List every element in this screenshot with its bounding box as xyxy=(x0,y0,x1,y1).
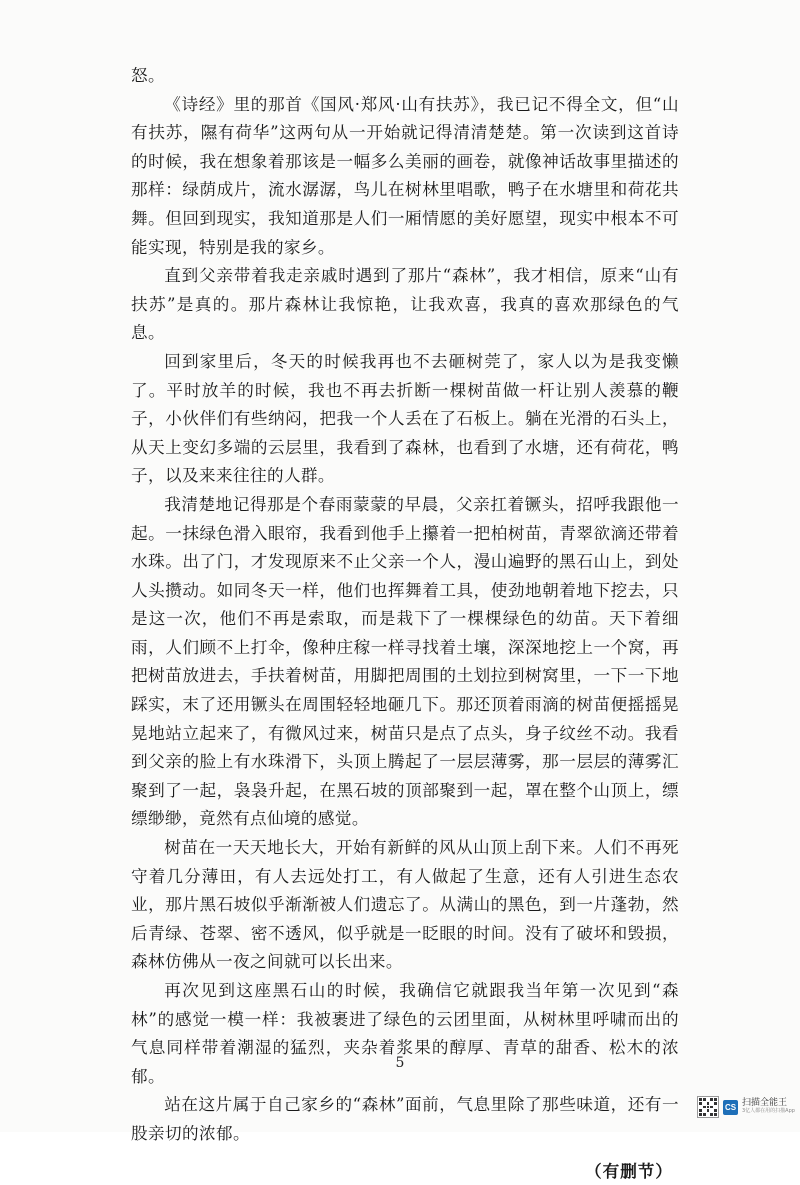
article-body xyxy=(131,62,679,1185)
paragraph-closing: 站在这片属于自己家乡的“森林”面前，气息里除了那些味道，还有一股亲切的浓郁。 xyxy=(131,1095,679,1143)
paragraph-planting: 我清楚地记得那是个春雨蒙蒙的早晨，父亲扛着镢头，招呼我跟他一起。一抹绿色滑入眼帘，我看到他手上攥着一把柏树苗，青翠欲滴还带着水珠。出了门，才发现原来不止父亲一个人，漫山遍野的黑石山上，到处人头攒动。如同冬天一样，他们也挥舞着工具，使劲地朝着地下挖去，只是这一次，他们不再是索取，而是栽下了一棵棵绿色的幼苗。天下着细雨，人们顾不上打伞，像种庄稼一样寻找着土壤，深深地挖上一个窝，再把树苗放进去，手扶着树苗，用脚把周围的土划拉到树窝里，一下一下地踩实，末了还用镢头在周围轻轻地砸几下。那还顶着雨滴的树苗便摇摇晃晃地站立起来了，有微风过来，树苗只是点了点头，身子纹丝不动。我看到父亲的脸上有水珠滑下，头顶上腾起了一层层薄雾，那一层层的薄雾汇聚到了一起，袅袅升起，在黑石坡的顶部聚到一起，罩在整个山顶上，缥缥缈缈，竟然有点仙境的感觉。 xyxy=(131,494,679,829)
paragraph-forest-visit: 直到父亲带着我走亲戚时遇到了那片“森林”，我才相信，原来“山有扶苏”是真的。那片森林让我惊艳，让我欢喜，我真的喜欢那绿色的气息。 xyxy=(131,266,679,343)
page-number: 5 xyxy=(395,1055,405,1071)
scanner-app-name: 扫描全能王 xyxy=(742,1098,788,1109)
scanner-watermark xyxy=(697,1087,797,1127)
paragraph-growing: 树苗在一天天地长大，开始有新鲜的风从山顶上刮下来。人们不再死守着几分薄田，有人去远处打工，有人做起了生意，还有人引进生态农业，那片黑石坡似乎渐渐被人们遗忘了。从满山的黑色，到一片蓬勃，然后青绿、苍翠、密不透风，似乎就是一眨眼的时间。没有了破坏和毁损，森林仿佛从一夜之间就可以长出来。 xyxy=(131,838,679,972)
paragraph-fragment: 怒。 xyxy=(131,66,165,85)
scanner-app-slogan: 3亿人都在用的扫描App xyxy=(742,1108,795,1115)
paragraph-revisit: 再次见到这座黑石山的时候，我确信它就跟我当年第一次见到“森林”的感觉一模一样：我被裹进了绿色的云团里面，从树林里呼啸而出的气息同样带着潮湿的猛烈，夹杂着浆果的醇厚、青草的甜香、松木的浓郁。 xyxy=(131,981,679,1086)
paragraph-back-home: 回到家里后，冬天的时候我再也不去砸树莞了，家人以为是我变懒了。平时放羊的时候，我也不再去折断一棵树苗做一杆让别人羡慕的鞭子，小伙伴们有些纳闷，把我一个人丢在了石板上。躺在光滑的石头上，从天上变幻多端的云层里，我看到了森林，也看到了水塘，还有荷花，鸭子，以及来来往往的人群。 xyxy=(131,351,679,486)
camscanner-logo-icon: CS xyxy=(723,1100,738,1115)
abridged-note: （有删节） xyxy=(585,1160,673,1181)
paragraph-shijing: 《诗经》里的那首《国风·郑风·山有扶苏》，我已记不得全文，但“山有扶苏，隰有荷华”这两句从一开始就记得清清楚楚。第一次读到这首诗的时候，我在想象着那该是一幅多么美丽的画卷，就像神话故事里描述的那样：绿荫成片，流水潺潺，鸟儿在树林里唱歌，鸭子在水塘里和荷花共舞。但回到现实，我知道那是人们一厢情愿的美好愿望，现实中根本不可能实现，特别是我的家乡。 xyxy=(131,94,679,257)
qr-code-icon xyxy=(697,1096,719,1118)
scanner-badge-text xyxy=(742,1099,795,1114)
